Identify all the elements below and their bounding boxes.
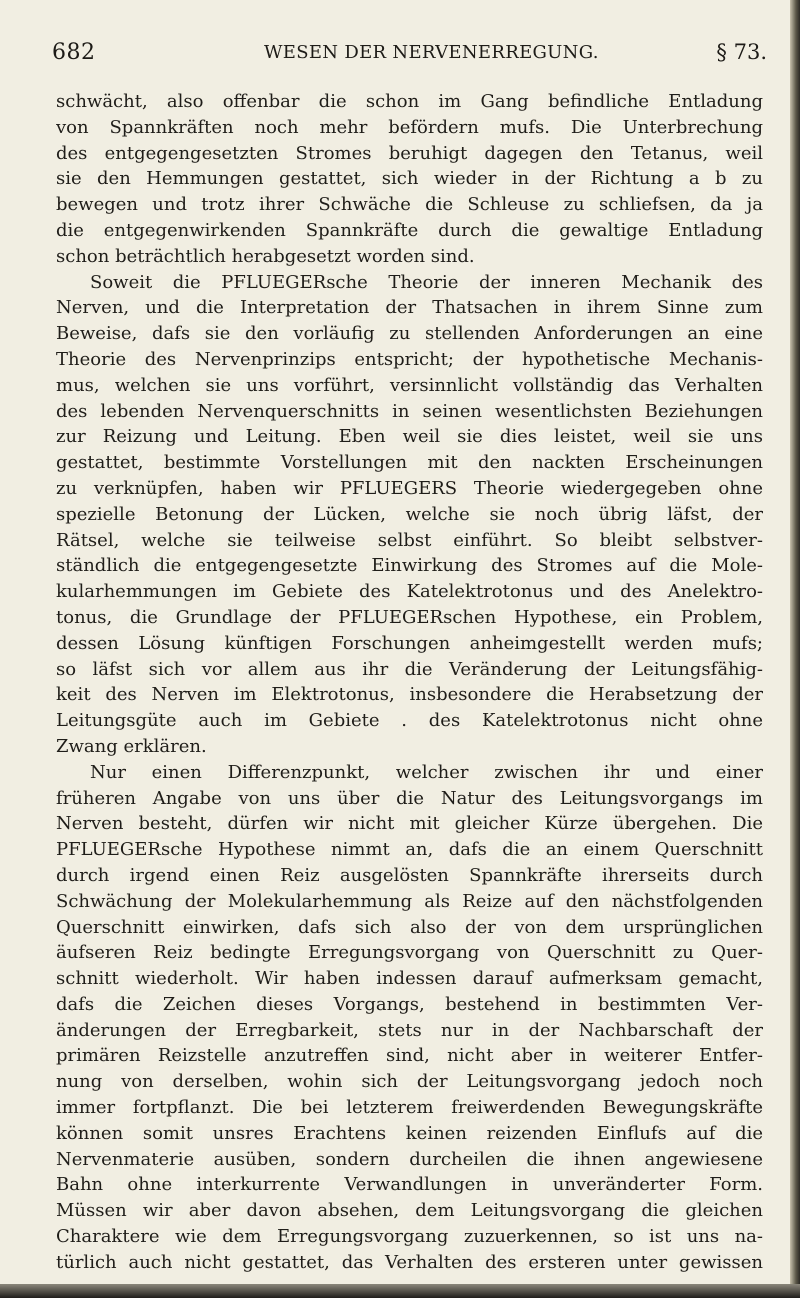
text-line: Schwächung der Molekularhemmung als Reize auf den nächstfolgenden [56,890,763,912]
text-line: Nerven, und die Interpretation der Thatsachen in ihrem Sinne zum [56,297,763,319]
text-line: PFLUEGERsche Hypothese nimmt an, dafs die an einem Querschnitt [56,839,763,861]
page-edge-shadow [790,0,800,1298]
section-reference: § 73. [716,40,767,64]
text-line: schwächt, also offenbar die schon im Gang befindliche Entladung [56,91,763,112]
text-line: kularhemmungen im Gebiete des Katelektrotonus und des Anelektro- [56,581,763,603]
text-line: so läfst sich vor allem aus ihr die Veränderung der Leitungsfähig- [56,658,763,680]
page-header [52,40,770,72]
text-line: primären Reizstelle anzutreffen sind, nicht aber in weiterer Entfer- [56,1045,763,1067]
text-line: schon beträchtlich herabgesetzt worden sind. [56,245,475,267]
text-line: Nervenmaterie ausüben, sondern durcheilen die ihnen angewiesene [56,1148,763,1170]
text-line: dafs die Zeichen dieses Vorgangs, bestehend in bestimmten Ver- [56,993,763,1015]
text-line: durch irgend einen Reiz ausgelösten Spannkräfte ihrerseits durch [56,864,763,886]
text-line: früheren Angabe von uns über die Natur des Leitungsvorgangs im [56,787,763,809]
text-line: Theorie des Nervenprinzips entspricht; der hypothetische Mechanis- [56,348,763,370]
page-number: 682 [52,40,96,65]
text-line: Querschnitt einwirken, dafs sich also der von dem ursprünglichen [56,916,763,938]
text-line: von Spannkräften noch mehr befördern mufs. Die Unterbrechung [56,116,763,138]
text-line: können somit unsres Erachtens keinen reizenden Einflufs auf die [56,1122,763,1144]
text-line: die entgegenwirkenden Spannkräfte durch die gewaltige Entladung [56,219,763,241]
text-line: schnitt wiederholt. Wir haben indessen darauf aufmerksam gemacht, [56,968,763,990]
text-line: Nerven besteht, dürfen wir nicht mit gleicher Kürze übergehen. Die [56,813,763,835]
text-line: Beweise, dafs sie den vorläufig zu stellenden Anforderungen an eine [56,323,763,345]
text-line: sie den Hemmungen gestattet, sich wieder in der Richtung a b zu [56,168,763,190]
text-line: Bahn ohne interkurrente Verwandlungen in unveränderter Form. [56,1174,763,1196]
text-line: mus, welchen sie uns vorführt, versinnlicht vollständig das Verhalten [56,374,763,396]
text-line: nung von derselben, wohin sich der Leitungsvorgang jedoch noch [56,1071,763,1093]
text-line: Soweit die PFLUEGERsche Theorie der inneren Mechanik des [90,271,763,293]
text-line: Rätsel, welche sie teilweise selbst einführt. So bleibt selbstver- [56,529,763,551]
text-line: türlich auch nicht gestattet, das Verhalten des ersteren unter gewissen [56,1251,763,1273]
text-line: des lebenden Nervenquerschnitts in seinen wesentlichsten Beziehungen [56,400,763,422]
text-line: keit des Nerven im Elektrotonus, insbesondere die Herabsetzung der [56,684,763,706]
text-line: dessen Lösung künftigen Forschungen anheimgestellt werden mufs; [56,632,763,654]
text-line: gestattet, bestimmte Vorstellungen mit den nackten Erscheinungen [56,452,763,474]
body-text [56,89,763,1276]
text-line: ständlich die entgegengesetzte Einwirkung des Stromes auf die Mole- [56,555,763,577]
text-line: äufseren Reiz bedingte Erregungsvorgang von Querschnitt zu Quer- [56,942,763,964]
text-line: änderungen der Erregbarkeit, stets nur in der Nachbarschaft der [56,1019,763,1041]
text-line: zu verknüpfen, haben wir PFLUEGERS Theorie wiedergegeben ohne [56,477,763,499]
text-line: Nur einen Differenzpunkt, welcher zwischen ihr und einer [90,761,763,783]
text-line: Charaktere wie dem Erregungsvorgang zuzuerkennen, so ist uns na- [56,1226,763,1248]
text-line: immer fortpflanzt. Die bei letzterem freiwerdenden Bewegungskräfte [56,1097,763,1119]
text-line: tonus, die Grundlage der PFLUEGERschen Hypothese, ein Problem, [56,606,763,628]
text-line: bewegen und trotz ihrer Schwäche die Schleuse zu schliefsen, da ja [56,194,763,216]
text-line: des entgegengesetzten Stromes beruhigt dagegen den Tetanus, weil [56,142,763,164]
page-bottom-shadow [0,1284,800,1298]
text-line: Müssen wir aber davon absehen, dem Leitungsvorgang die gleichen [56,1200,763,1222]
text-line: Leitungsgüte auch im Gebiete . des Katelektrotonus nicht ohne [56,710,763,732]
running-title: WESEN DER NERVENERREGUNG. [264,42,599,63]
text-line: spezielle Betonung der Lücken, welche sie noch übrig läfst, der [56,503,763,525]
text-line: Zwang erklären. [56,735,207,757]
text-line: zur Reizung und Leitung. Eben weil sie dies leistet, weil sie uns [56,426,763,448]
